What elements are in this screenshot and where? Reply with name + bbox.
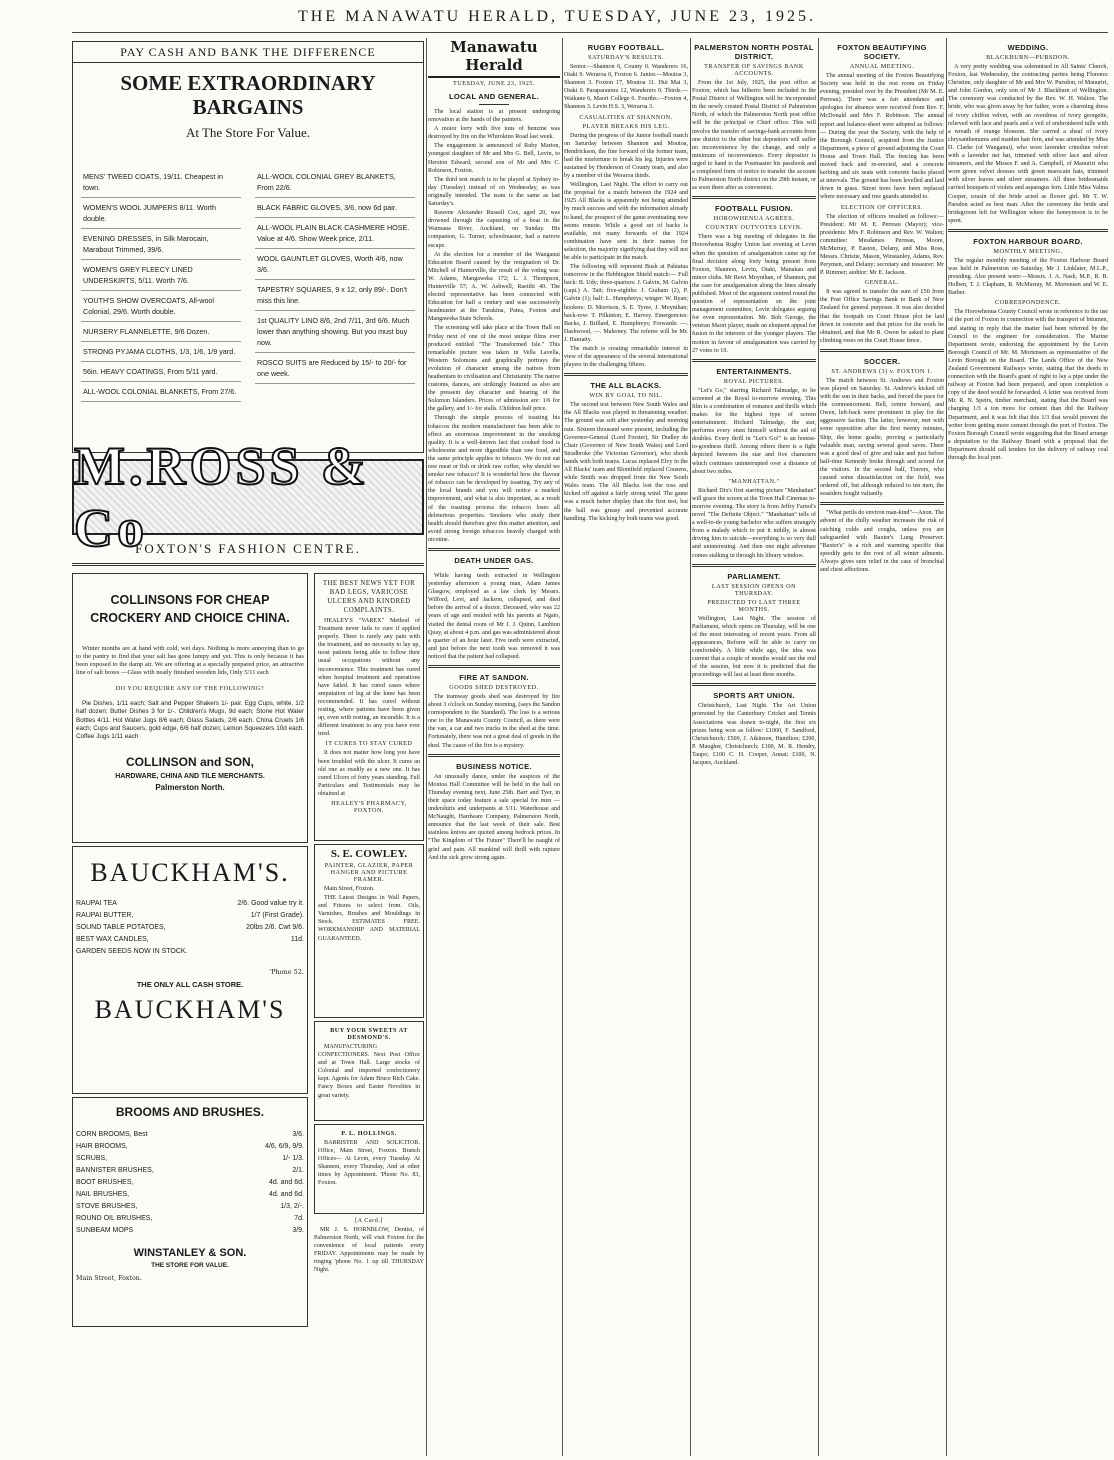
article-text: An unusually dance, under the auspices of the Moutoa Hall Committee will be held in the hall on Thursday evening next, June 25th. Barr and Tyer, in their space today feature a sale special for men —undershirts and underpants at 5/11. Waterhouse and McNaught, Hardware Company, Palmerston North, announce that the last week of their sale. Best stainless knives are quoted among bedrock prices. In "The Kingdom of The Future" There'll be naught of grief and pain. All mankind will thrill with rapture And the sick grow strong again. (428, 773, 560, 861)
price-value: 11d. (290, 936, 304, 943)
price-item: BEST WAX CANDLES, (76, 936, 149, 943)
article-text: The election of officers resulted as follows:— President: Mr M. E. Perreau (Mayor); vice-presidents: Mrs F. Robinson and Rev. W. Walton; committee: Mesdames Perreau, Moore, McMurray, P. Easton, Delany, and Miss Ross, Messrs. Christie, Mason, Winstanley, Adams, Rev. Perymen, and Delany; secretary and treasurer: Mr P. Rimmer; auditor: Mr E. Jackson. (820, 213, 944, 277)
hollings-title: P. L. HOLLINGS. (341, 1130, 397, 1137)
collinson-question: DO YOU REQUIRE ANY OF THE FOLLOWING? (115, 685, 265, 693)
cowley-text: THE Latest Designs in Wall Papers, and Friezes to select from. Oils, Varnishes, Brushes and Mouldings in Stock. ESTIMATES FREE. WORKMANSHIP AND MATERIAL GUARANTEED. (318, 895, 420, 942)
article-heading: FOXTON HARBOUR BOARD. (973, 236, 1083, 246)
price-row (76, 1225, 304, 1237)
article-heading: BUSINESS NOTICE. (456, 761, 532, 771)
bargain-item: WOMEN'S GREY FLEECY LINED UNDERSKIRTS, 5/11. Worth 7/6. (81, 260, 241, 291)
price-row (76, 1189, 304, 1201)
desmond-ad (314, 1021, 424, 1121)
price-row (76, 1165, 304, 1177)
article-subheading: ST. ANDREWS (3) v. FOXTON 1. (831, 367, 933, 375)
article-subheading: LAST SESSION OPENS ON THURSDAY. (711, 582, 797, 597)
article-heading: WEDDING. (1007, 43, 1049, 52)
sport-paragraphs (564, 132, 688, 370)
article-text: The match between St. Andrews and Foxton was played on Saturday. St. Andrew's kicked off with the sun in their backs, and forced the pace for the commencement. Bell, centre forward, and Owen, left-back were prominent in play for the aggressive faction. The latter, however, met with some opposition after the first twenty minutes, Ship, the home goalie, proving a particularly valuable man, saving several good saves. There was a good deal of give and take and just before half-time Kennedy broke through and scored for the visitors. In the second half, Travers, who caused some dissatisfaction on the field, was ordered off, but although reduced to ten men, the seasiders fought valiantly. (820, 377, 944, 498)
article-heading: SPORTS ART UNION. (713, 691, 795, 701)
collinson-list: Pie Dishes, 1/11 each; Salt and Pepper Shakers 1/- pair. Egg Cups, white, 1/2 half dozen; Butter Dishes 3 for 1/-. Children's Mugs, 9d each; Stone Hot Water Bottles 4/11. Hot Water Jugs 8/6 each; Glass Salads, 2/6 each. China Cruets 1/6 each; Cups and Saucers, gold edge, 6/6 half dozen; Lemon Squeezers 10d each. Coffee Jugs 1/11 each (76, 700, 304, 740)
winstanley-addr: Main Street, Foxton. (76, 1275, 142, 1282)
bargain-item: ROSCO SUITS are Reduced by 15/- to 20/- for one week. (255, 353, 415, 384)
price-item: STOVE BRUSHES, (76, 1203, 138, 1210)
price-item: BOOT BRUSHES, (76, 1179, 134, 1186)
article-heading: PALMERSTON NORTH POSTAL DISTRICT. (694, 43, 814, 61)
article-text: While having teeth extracted in Wellington yesterday afternoon a young man, Adam James Glasgow, employed as a law clerk by Messrs. Wilford, Levi, and Jackson, collapsed, and died before the arrival of a doctor. Deceased, who was 22 years of age and resided with his parents at Ngaio, visited the dental room of Mr J. J. Quinn, Lambton Quay, at about 4 p.m. and gas was administered about a quarter of an hour later. Five teeth were extracted, and just before the next tooth was removed it was noticed that the patient had collapsed. (428, 572, 560, 660)
healey-ad (314, 573, 424, 841)
price-item: BANNISTER BRUSHES, (76, 1167, 154, 1174)
cowley-ad (314, 844, 424, 1018)
price-item: GARDEN SEEDS NOW IN STOCK. (76, 948, 188, 955)
collinson-name: COLLINSON and SON, (125, 754, 254, 769)
top-rule (72, 32, 1108, 33)
headline-2: BARGAINS (192, 95, 304, 119)
results-text: Senior.—Shannon 6, County 0. Wanderers 16, Otaki 9. Weraroa 0, Foxton 6. Junior.—Moutoa 3, Shannon 3. Foxton 17, Moutoa 11. Hui Mai 3, Otaki 0. Paraparaumu 12, Wanderers 0. Thirds.—Waikane 6, Maori College 6. Fourths.—Foxton 4, Shannon 3. Levin H.S. 3, Weraroa 3. (564, 64, 688, 111)
bargain-item: MENS' TWEED COATS, 19/11. Cheapest in town. (81, 167, 241, 198)
bauckham-only: THE ONLY ALL CASH STORE. (136, 980, 244, 989)
price-row (76, 1177, 304, 1189)
bargain-item: ALL-WOOL COLONIAL GREY BLANKETS, From 22/6. (255, 167, 415, 198)
price-value: 3/9. (292, 1227, 304, 1234)
article-text: It was agreed to transfer the sum of £50 from the Post Office Savings Bank to Bank of New Zealand for general purposes. It was also decided that the footpath on Court House plot be laid down in concrete and that prices for the work be obtained, and that Mr R. Owen be asked to plant climbing roses on the Court House fence. (820, 289, 944, 344)
article-heading: FIRE AT SANDON. (459, 673, 529, 682)
price-item: SOUND TABLE POTATOES, (76, 924, 166, 931)
article-text: The annual meeting of the Foxton Beautifying Society was held in the rest room on Friday evening, presided over by the President (Mr M. E. Perreau). There was a fair attendance and apologies for absence were received from Rev. F. McDonald and Mrs F. Robinson. The annual report and balance-sheet were adopted as follows:— During the year the Society, with the help of the Borough Council, acquired from the Justice Department, a piece of ground adjoining the Court House and Town Hall. The fencing has been moved back and re-erected, and a concrete kerbing and six seats with concrete backs placed at intervals. The ground has been levelled and laid down in grass. Street trees have been replaced where necessary and tree guards attended to. (820, 73, 944, 201)
bauckham-title: BAUCKHAM'S. (90, 858, 290, 887)
article-text: Christchurch, Last Night. The Art Union promoted by the Canterbury Cricket and Tennis Associations was drawn to-night, the first six prizes being won as follow: £1000, F. Sandford, Christchurch; £500, J. Atkinson, Hamilton; £200, P. Maugher, Christchurch; £100, M. R. Hendry, Taupo; £100 C. H. Cooper, Annat; £100, N. Jacques, Auckland. (692, 703, 816, 766)
baxter-ad-text: "What perils do environ man-kind"—Anon. The advent of the chilly weather increases the risk of catching colds and coughs, unless you are safeguarded with Baxter's Lung Preserver. "Baxter's" is a rich and warming specific that speedily gets to the root of all winter ailments. Always gives sure relief in the case of bronchial and chest affections. (820, 510, 944, 573)
card-label: [A Card.] (355, 1217, 383, 1224)
article-heading: RUGBY FOOTBALL. (587, 43, 665, 52)
price-value: 1/7 (First Grade). (250, 912, 304, 919)
article-heading: DEATH UNDER GAS. (454, 555, 534, 565)
healey-sig: HEALEY'S PHARMACY, FOXTON. (331, 799, 407, 814)
cowley-trade: PAINTER, GLAZIER, PAPER HANGER AND PICTURE FRAMER. (324, 862, 414, 883)
winstanley-tag: THE STORE FOR VALUE. (151, 1262, 229, 1269)
article-subheading: SATURDAY'S RESULTS. (588, 54, 664, 61)
article-subheading: MONTHLY MEETING. (993, 247, 1063, 255)
price-item: SUNBEAM MOPS (76, 1227, 134, 1234)
collinson-trade: HARDWARE, CHINA AND TILE MERCHANTS. (115, 772, 265, 780)
paragraph: Rawene Alexander Russell Cox, aged 20, was drowned through the capsizing of a boat in the Waimana River, Auckland, on Sunday. His companion, G. Turner, schoolmaster, had a narrow escape. (428, 210, 560, 249)
article-text: Richard Dix's first starring picture "Manhattan" will grace the screen at the Town Hall Cinemas to-morrow evening. The story is from Jeffry Farnol's novel "The Definite Object." "Manhattan" tells of a well-to-do young bachelor who suffers strangely from a malady which to put it mildly, is almost driving him to suicide—everything is so very dull and uninteresting. And then one night adventure comes stalking in through his library window. (692, 487, 816, 559)
tagline: At The Store For Value. (185, 125, 311, 140)
bauckham-ad (72, 846, 308, 1094)
bargain-item: 56in. HEAVY COATINGS, From 5/11 yard. (81, 362, 241, 382)
masthead: THE MANAWATU HERALD, TUESDAY, JUNE 23, 1925. (298, 8, 816, 25)
price-value: 4d. and 6d. (268, 1179, 304, 1186)
article-subheading: HOROWHENUA AGREES. (713, 215, 795, 223)
article-heading: FOXTON BEAUTIFYING SOCIETY. (837, 43, 927, 61)
price-item: HAIR BROOMS, (76, 1143, 128, 1150)
price-row (76, 934, 304, 946)
price-item: CORN BROOMS, Best (76, 1131, 148, 1138)
desmond-text: MANUFACTURING CONFECTIONERS. Next Post Office and at Town Hall. Large stocks of Colonial and imported confectionery kept. Agents for Adam Bruce Rich Cake. Fancy Boxes and Easter Novelties in great variety. (318, 1044, 420, 1099)
article-text: A very pretty wedding was solemnised in All Saints' Church, Foxton, last Wednesday, the contracting parties being Florence Christine, only daughter of Mr and Mrs W. Pursdon, of Manuriri, and John Gordon, only son of Mr J. Blackburn of Wellington. The ceremony was conducted by the Rev. W. H. Walton. The bride, who was given away by her father, wore a charming dress of ivory chiffon velvet, with an overdress of ivory georgette, relieved with lace and pearls and a veil of embroidered tulle with a wreath of orange blossom. She carried a sheaf of ivory chrysanthemums and maiden hair fern, and was attended by Miss D. Clarke (of Wanganui), who wore lavender crinoline velvet with a lavender net hat, trimmed with silver lace and silver streamers, and the Misses F. and A. Campbell, of Manuriri who wore green velvet dresses with green marocain hats, trimmed with silver leaves and silver streamers. All three bridesmaids carried bouquets of violets and asparagus fern. Little Miss Valma Cooper, cousin of the bride acted as flower girl. Mr T. W. Parsdon acted as best man. After the ceremony the bride and bridegroom left for Wellington where the honeymoon is to be spent. (948, 64, 1108, 224)
article-heading: ENTERTAINMENTS. (716, 366, 792, 376)
pay-cash-banner: PAY CASH AND BANK THE DIFFERENCE (73, 45, 423, 63)
hollings-ad (314, 1124, 424, 1214)
article-text: "Let's Go," starring Richard Talmadge, to be screened at the Royal to-morrow evening. This film is a combination of romance and thrills which makes for the highest type of screen entertainment. Richard Talmadge, the star, performs every stunt himself without the aid of doubles. Every thrill in "Let's Go!" is an honest-to-goodness thrill. Among others there is a fight depicted between the star and five characters which continues uninterrupted over a distance of about two miles. (692, 387, 816, 475)
paragraph: The screening will take place at the Town Hall on Friday next of one of the most unique films ever produced entitled "The Transformed Isle." This remarkable picture was taken in Vella Lavella, Western Solomons and graphically portrays the evolution of character among the natives from heathenism to civilisation and Christianity. The native customs, dances, are strikingly featured as also are the pressent day character and bearing of the Solomon Islanders. Prices of admission are: 1/6 for the gallery, and 1/- for stalls. Children half price. (428, 325, 560, 413)
bauckham-prices (76, 898, 304, 958)
paragraph: The third test match is to be played at Sydney to-day (Tuesday) instead of on Wednesday, as was originally intended. The team is the same as last Saturday's. (428, 176, 560, 208)
article-subheading: CORRESPONDENCE. (994, 299, 1062, 307)
article-subheading: ROYAL PICTURES. (723, 377, 785, 385)
column-divider (818, 38, 819, 1456)
price-item: ROUND OIL BRUSHES, (76, 1215, 153, 1222)
column-divider (690, 38, 691, 1456)
column-divider (946, 38, 947, 1456)
healey-text: HEALEY'S "VAREX" Method of Treatment never fails to cure if applied properly. There is rarely any pain with the treatment, and no necessity to lay up, most patients being able to follow their usual occupations without any inconvenience. This treatment has cured when hospital treatment and operations have failed. It has cured cases where amputation of leg at the knee has been recommended. It has cured without resting, where patients have been given up, even with resting, an incurable. It is a different treatment to any you have ever tried. (318, 618, 420, 738)
price-value: 2/1. (292, 1167, 304, 1174)
article-subheading: "MANHATTAN." (728, 477, 780, 485)
desmond-title: BUY YOUR SWEETS AT DESMOND'S. (330, 1027, 408, 1041)
price-row (76, 898, 304, 910)
brooms-prices (76, 1129, 304, 1237)
column-divider (426, 38, 427, 1456)
ross-logo: M.ROSS & Co (72, 459, 424, 535)
newspaper-flag: Manawatu Herald (428, 38, 560, 78)
price-row (76, 946, 304, 958)
article-subheading: ELECTION OF OFFICERS. (840, 203, 924, 211)
cowley-name: S. E. COWLEY. (330, 848, 408, 860)
price-row (76, 1213, 304, 1225)
article-heading: FOOTBALL FUSION. (715, 204, 793, 214)
bargain-item: YOUTH'S SHOW OVERCOATS, All-wool Colonial, 29/6. Worth double. (81, 291, 241, 322)
bargain-item: STRONG PYJAMA CLOTHS, 1/3, 1/6, 1/9 yard. (81, 342, 241, 362)
bargain-item: ALL-WOOL PLAIN BLACK CASHMERE HOSE. Value at 4/6. Show Week price, 2/11. (255, 218, 415, 249)
bargain-item: BLACK FABRIC GLOVES, 3/6, now 6d pair. (255, 198, 415, 218)
sport-column (564, 38, 688, 1456)
price-row (76, 922, 304, 934)
bargain-item: TAPESTRY SQUARES, 9 x 12, only 89/-. Don't miss this line. (255, 280, 415, 311)
article-heading: PARLIAMENT. (727, 571, 781, 581)
article-text: There was a big meeting of delegates in the Horowhenua Rugby Union last evening at Levin when the question of amalgamation came up for final decision along forty being present from Foxton, Shannon, Levin, Otaki, Manakau and minor clubs. Mr Rewi Moynihan, of Shannon, put the case for amalgamation along the lines already published. Most of the argument centred round the question of representation on the joint management committee, Levin delegates arguing for even representation. Mr. Bob George, the veteran Maori player, made an eloquent appeal for fusion in the interests of the younger players. The motion in favour of amalgamation was carried by 27 votes to 10. (692, 234, 816, 354)
article-text: From the 1st July, 1925, the post office at Foxton, which has hitherto been included in the Postal District of Wellington will be incorporated in the newly created Postal District of Palmerston North, of which the Palmerston North post office will be the principal or Chief office. This will involve the transfer of savings-bank accounts from one district to the other but depositors will suffer no inconvenience by the change, and only a minimum of inconvenience. Every depositor is urged to hand to the Postmaster his passbook and a completed form of notice to transfer the account to Palmerston North district on the 29th instant, or as soon there after as convenient. (692, 80, 816, 192)
price-value: 7d. (294, 1215, 304, 1222)
paragraph: During the progress of the Junior football match on Saturday between Shannon and Moutoa, Hendrickson, the fine forward of the former team, had the misfortune to break his leg. Injuries were sustained by Henderson of County team, and also by a member of the Weraroa thirds. (564, 132, 688, 180)
paragraph: A motor lorry with five tons of benzine was destroyed by fire on the Whirokino Road last week. (428, 126, 560, 141)
healey-tag: IT CURES TO STAY CURED (325, 740, 413, 748)
bargain-item: WOMEN'S WOOL JUMPERS 8/11. Worth double. (81, 198, 241, 229)
price-value: 4/6, 6/9, 9/9. (265, 1143, 304, 1150)
bargain-item: EVENING DRESSES, in Silk Marocain, Marabout Trimmed, 39/6. (81, 229, 241, 260)
price-item: NAIL BRUSHES, (76, 1191, 130, 1198)
fashion-centre: FOXTON'S FASHION CENTRE. (135, 541, 361, 556)
bauckham-name: BAUCKHAM'S (94, 995, 286, 1024)
column-divider (562, 38, 563, 1456)
article-subheading: BLACKBURN—PURSDON. (986, 54, 1070, 61)
price-row (76, 1153, 304, 1165)
healey-text-2: It does not matter how long you have been troubled with the ulcer. It cures an old one as readily as a new one. It has cured Ulcers of forty years standing. Full Particulars and Testimonials may be obtained at (318, 750, 420, 797)
bargain-item: 1st QUALITY LINO 8/6, 2nd 7/11, 3rd 6/6. Much lower than anything showing. But you must buy now. (255, 311, 415, 353)
section-heading: LOCAL AND GENERAL. (449, 92, 539, 101)
article-subheading: CASUALITIES AT SHANNON. (579, 113, 673, 121)
dentist-text: MR J. S. HORNBLOW, Dentist, of Palmerston North, will visit Foxton for the convenience of local patients every FRIDAY. Appointments may be made by ringing 'phone No. 1 up till THURSDAY Night. (314, 1227, 424, 1274)
issue-date: TUESDAY, JUNE 23, 1925. (453, 80, 535, 87)
article-subheading: GOODS SHED DESTROYED. (449, 684, 539, 691)
collinson-place: Palmerston North. (155, 782, 225, 792)
article-text: Wellington, Last Night. The session of Parliament, which opens on Thursday, will be one of the most interesting of recent years. From all appearances, Reform will be able to carry on comfortably. A little while ago, the idea was current that a couple of months would see the end of the session, but now it is predicted that the proceedings will last at least three months. (692, 615, 816, 679)
article-subheading: PREDICTED TO LAST THREE MONTHS. (707, 598, 801, 613)
article-text: The Horowhenua County Council wrote in reference to the use of the port of Foxton in connection with the transport of bitumen, and stating in reply that the matter had been referred by the Council to the engineer for consideration. The Marine Department wrote, endorsing the appointment by the Levin Borough Council of Mr. M. Mortensen as representative of the Levin Borough on the Board. The Lands Office of the New Zealand Government Railways wrote, stating that the deeds in connection with the Board's grant of right to lay a pipe under the railway at Foxton had been prepared, and upon completion a copy of the deed would be forwarded. A letter was received from Mr. R. N. Speirs, timber merchant, stating that the Board was charging 1/3 a ton more for cement than did the Railway Department, and it was felt that this 1/3 that would prevent the writer from getting more cement through the port of Foxton. The Foxton Borough Council wrote suggesting that the Board arrange a deputation to the Railway Board with a proposal that the Department should call tenders for the delivery of railway coal through the local port. (948, 309, 1108, 462)
healey-title: THE BEST NEWS YET FOR BAD LEGS, VARICOSE ULCERS AND KINDRED COMPLAINTS. (322, 580, 416, 614)
price-value: 20lbs 2/6. Cwt 9/6. (246, 924, 304, 931)
local-news-column (428, 38, 560, 1456)
wedding-column (948, 38, 1108, 1456)
article-text: The second test between New South Wales and the All Blacks was played in threatening weather. The ground was soft after yesterday and morning rain. Sixteen thousand were present, including the Governor-General (Lord Forster), Sir Dudley de Chair (Governor of New South Wales) and Lord Stradbroke (the Victorian Governor), who shook hands with both teams. Lucas replaced Elvy in the All Blacks' team and Blomfield replaced Cousens, while Smith was dropped from the New South Wales team. The All Blacks lost the toss and kicked off against a fairly strong wind. The game was a much better display than the first test, but the ball was greasy and prevented accurate handling. The kicking by both teams was good. (564, 402, 688, 522)
article-subheading: PLAYER BREAKS HIS LEG. (582, 122, 670, 130)
article-subheading: GENERAL. (864, 279, 900, 287)
paragraph: At the election for a member of the Wanganui Education Board caused by the resignation of Dr. Mitchell of Hunterville, the result of the voting was: W. Adams, Mangaweka 172; L. J. Thompson, Hunterville 57; A. W. Ashwell, Raetihi 40. The elected representative has been connected with Education for half a century and was successively headmaster at the Turakina, Patea, Foxton and Mangaweka State Schools. (428, 251, 560, 323)
winstanley-name: WINSTANLEY & SON. (133, 1247, 247, 1259)
hollings-text: BARRISTER AND SOLICITOR. Office, Main Street, Foxton. Branch Offices— At Levin, every Tuesday. At Shannon, every Thursday, And at other times by Appointment. 'Phone No. 83, Foxton. (318, 1140, 420, 1187)
article-text: The tramway goods shed was destroyed by fire about 3 o'clock on Sunday morning, (says the Sandon correspondent to the Standard). The loss is a serious one to the Manawatu County Council, as there were the van, a car and two trucks in the shed at the time. Fortunately, there was not a great deal of goods in the shed. The cause of the fire is a mystery. (428, 694, 560, 749)
article-heading: THE ALL BLACKS. (590, 381, 662, 391)
bauckham-phone: 'Phone 52. (269, 968, 304, 976)
paragraph: The local station is at present undergoing renovation at the hands of the painters. (428, 109, 560, 124)
cowley-addr: Main Street, Foxton. (324, 886, 375, 892)
bargain-item: ALL-WOOL COLONIAL BLANKETS, From 27/6. (81, 382, 241, 402)
collinson-ad (72, 573, 308, 843)
price-item: RAUPAI TEA (76, 900, 117, 907)
price-row (76, 1129, 304, 1141)
brooms-ad (72, 1097, 308, 1327)
article-heading: SOCCER. (863, 356, 901, 366)
price-value: 2/6. Good value try it. (237, 900, 304, 907)
paragraph: Wellington, Last Night. The effort to carry out the proposal for a match between the 1924 and 1925 All Blacks is apparently not being attended by much success and with the information already to hand, the prospect of the game eventuating now seems remote. While a good set of backs is available, not many forwards of the 1924 combination have sent in their names for selection, the majority signifying that they will not be able to participate in the match. (564, 182, 688, 261)
price-item: SCRUBS, (76, 1155, 108, 1162)
article-subheading: COUNTRY OUTVOTES LEVIN. (705, 224, 803, 232)
advertisements-column (72, 38, 424, 1456)
article-subheading: ANNUAL MEETING. (849, 63, 915, 70)
article-subheading: WIN BY GOAL TO NIL. (589, 392, 663, 400)
price-item: RAUPAI BUTTER, (76, 912, 134, 919)
price-value: 1/3, 2/-. (280, 1203, 304, 1210)
price-value: 1/- 1/3. (282, 1155, 304, 1162)
local-news-paragraphs (428, 108, 560, 544)
bargain-item: NURSERY FLANNELETTE, 9/6 Dozen. (81, 322, 241, 342)
price-row (76, 910, 304, 922)
paragraph: Through the simple process of toasting his tobaccos the modern manufacturer has been able to effect an enormous improvement in the smoking quality. It is a well-known fact that cooked food is wholesome and more digestible than raw food, and the same principle applies to tobacco. We do not eat raw meat or fish or drink raw coffee, why should we smoke raw tobacco? It is wonderful how the flavour of tobacco can be developed by toasting. Try any of the local brands and you will notice a marked improvement, and what is also important, as a result of the toasting process the tobacco loses all deleterious properties. Smokers who study their health should therefore give this matter attention, and avoid strong foreign tobaccos heavily charged with nicotine. (428, 415, 560, 543)
bargain-list-left (81, 167, 241, 402)
district-news-column (692, 38, 816, 1456)
price-row (76, 1201, 304, 1213)
article-text: The regular monthly meeting of the Foxton Harbour Board was held in Palmerston on Saturday, Mr J. Linklater, M.L.P., presiding. Also present were:—Messrs. J. A. Nash, M.P., R. B. Holben, T. J. Clapham, R. McMurray, M. Mortensen and W. E. Barber. (948, 257, 1108, 297)
price-value: 3/6. (292, 1131, 304, 1138)
article-subheading: TRANSFER OF SAVINGS BANK ACCOUNTS. (704, 63, 804, 77)
price-value: 4d. and 6d. (268, 1191, 304, 1198)
bargain-item: WOOL GAUNTLET GLOVES, Worth 4/6, now 3/6. (255, 249, 415, 280)
society-column (820, 38, 944, 1456)
price-row (76, 1141, 304, 1153)
paragraph: The match is creating remarkable interest in view of the appearance of the several international players in the challenging fifteen. (564, 346, 688, 369)
collinson-text: Winter months are at hand with cold, wet days. Nothing is more annoying than to go to the pantry to find that your salt has gone lumpy and yet. This is only because it has been exposed to the damp air. We are offering at a specially prepared price, an attractive line of salt boxes —Glass with neatly finished wooden lids, Only 5/11 each (76, 645, 304, 677)
bargain-list-right (255, 167, 415, 402)
bargains-ad (72, 41, 424, 453)
paragraph: The engagement is announced of Ruby Marion, youngest daughter of Mr and Mrs G. Bell, Levin, to Herston Edward, second son of Mr and Mrs C. Robinson, Foxton. (428, 143, 560, 174)
headline: SOME EXTRAORDINARY (120, 71, 376, 95)
brooms-title: BROOMS AND BRUSHES. (115, 1105, 265, 1119)
paragraph: The following will represent Bush at Pahiatua tomorrow in the Hebbington Shield match:— Full back: B. Udy; three-quarters: J. Galvin, M. Galvin (capt.) A. Tait; five-eighths: J. Graham (2), P. Galvin (1); half: L. Humphreys; winger: W. Ryan; hookers: D. Morrison, S. E. Tyree, J. Moynihan; back-row: T. Pilkinton, E. Harvey. Emergencies: Backs, J. Brillard, E. Humphreys; Forwards: —. Dashwood, —. Mahoney. The referee will be Mr. J. Hanratty. (564, 264, 688, 343)
collinson-title: COLLINSONS FOR CHEAP CROCKERY AND CHOICE CHINA. (90, 593, 290, 625)
